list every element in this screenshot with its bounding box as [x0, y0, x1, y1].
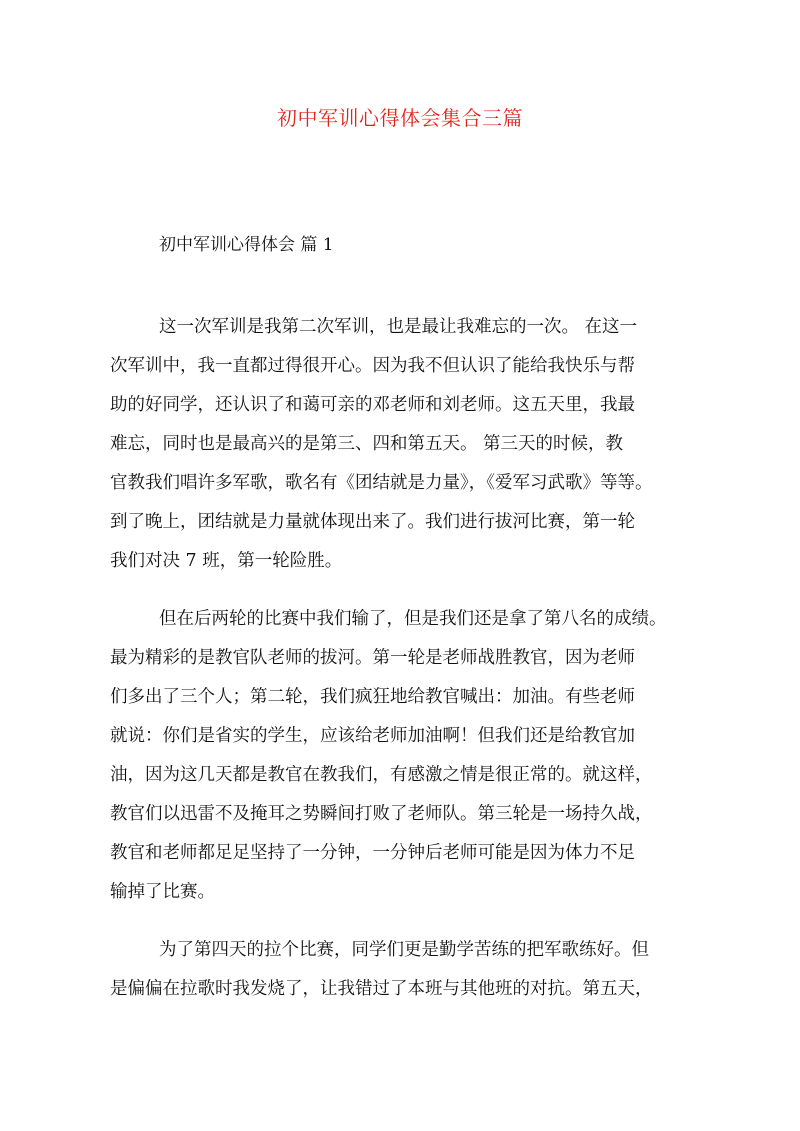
paragraph-line: 但在后两轮的比赛中我们输了，但是我们还是拿了第八名的成绩。 — [159, 609, 667, 629]
paragraph-line: 助的好同学，还认识了和蔼可亲的邓老师和刘老师。这五天里，我最 — [110, 395, 635, 415]
paragraph-line: 们多出了三个人；第二轮，我们疯狂地给教官喊出：加油。有些老师 — [110, 687, 635, 707]
paragraph-line: 次军训中，我一直都过得很开心。因为我不但认识了能给我快乐与帮 — [110, 356, 635, 376]
section-heading: 初中军训心得体会 篇 1 — [159, 235, 334, 255]
document-title: 初中军训心得体会集合三篇 — [277, 106, 523, 130]
paragraph-line: 最为精彩的是教官队老师的拔河。第一轮是老师战胜教官，因为老师 — [110, 648, 635, 668]
paragraph-line: 就说：你们是省实的学生，应该给老师加油啊！但我们还是给教官加 — [110, 726, 635, 746]
paragraph-line: 这一次军训是我第二次军训，也是最让我难忘的一次。 在这一 — [159, 317, 638, 337]
paragraph-line: 官教我们唱许多军歌，歌名有《团结就是力量》，《爱军习武歌》等等。 — [110, 473, 653, 493]
paragraph-line: 油，因为这几天都是教官在教我们，有感激之情是很正常的。就这样， — [110, 765, 653, 785]
paragraph-line: 是偏偏在拉歌时我发烧了，让我错过了本班与其他班的对抗。第五天， — [110, 979, 653, 999]
paragraph-line: 到了晚上，团结就是力量就体现出来了。我们进行拔河比赛，第一轮 — [110, 512, 635, 532]
paragraph-line: 教官和老师都足足坚持了一分钟，一分钟后老师可能是因为体力不足 — [110, 843, 635, 863]
paragraph-line: 为了第四天的拉个比赛，同学们更是勤学苦练的把军歌练好。但 — [159, 940, 649, 960]
paragraph-line: 输掉了比赛。 — [110, 882, 215, 902]
paragraph-line: 我们对决 7 班，第一轮险胜。 — [110, 551, 343, 571]
paragraph-line: 难忘，同时也是最高兴的是第三、四和第五天。 第三天的时候，教 — [110, 434, 624, 454]
paragraph-line: 教官们以迅雷不及掩耳之势瞬间打败了老师队。第三轮是一场持久战， — [110, 804, 653, 824]
